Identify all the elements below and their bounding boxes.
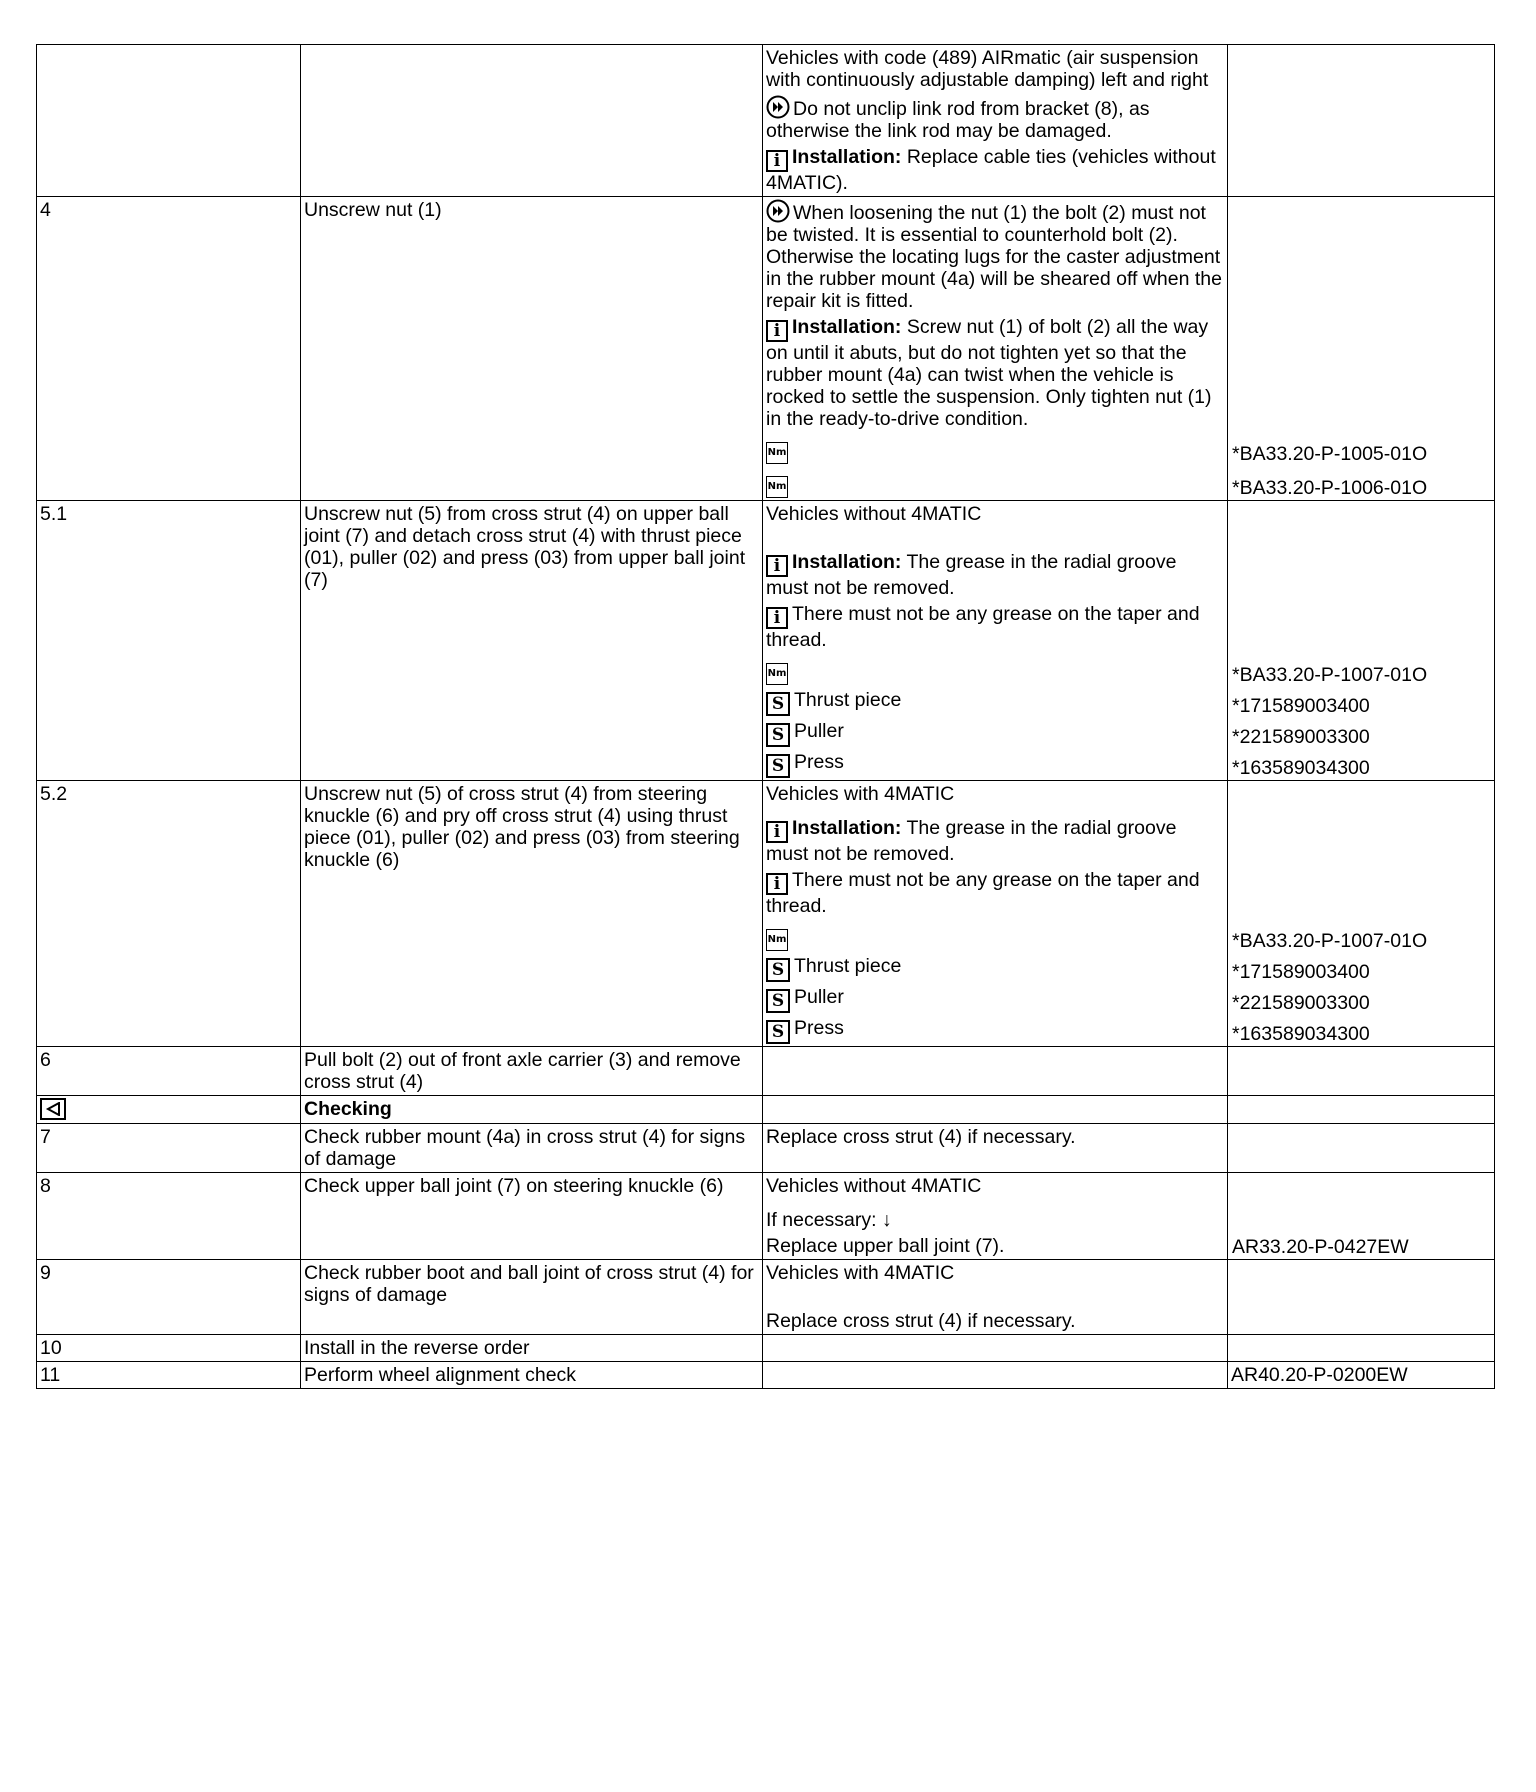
warning-icon [766,199,790,223]
info-icon: i [766,555,788,577]
reference-code[interactable]: *163589034300 [1232,756,1370,779]
reference-cell [1228,501,1495,781]
installation-label: Installation: [792,146,902,168]
info-icon: i [766,150,788,172]
info-icon: i [766,821,788,843]
note-text: There must not be any grease on the taper and thread. [766,869,1200,917]
note-text: The grease in the radial groove must not be removed. [766,817,1177,865]
notes-cell [763,501,1228,781]
note-line [766,1262,1223,1284]
special-tool-icon: S [766,1020,790,1044]
action-text: Unscrew nut (5) of cross strut (4) from steering knuckle (6) and pry off cross strut (4) using thrust piece (01), puller (02) and press (03) from steering knuckle (6) [304,783,740,871]
note-line [766,1017,1223,1044]
note-text: Vehicles with code (489) AIRmatic (air suspension with continuously adjustable damping) left and right [766,47,1209,91]
reference-cell [1228,1362,1495,1389]
step-number: 9 [40,1262,51,1284]
special-tool-icon: S [766,723,790,747]
note-line [766,603,1223,651]
note-line [766,1310,1223,1332]
reference-code[interactable]: *BA33.20-P-1007-01O [1232,929,1428,952]
step-cell [37,501,301,781]
reference-cell [1228,1124,1495,1173]
note-line [766,146,1223,194]
reference-cell [1228,1335,1495,1362]
note-text: Vehicles with 4MATIC [766,1262,955,1284]
action-text: Checking [304,1098,392,1120]
note-line [766,468,1223,498]
notes-cell [763,1173,1228,1260]
torque-nm-icon: Nm [766,476,788,498]
procedure-table [36,44,1495,1389]
reference-code[interactable]: AR40.20-P-0200EW [1231,1364,1408,1386]
reference-code[interactable]: *BA33.20-P-1007-01O [1232,663,1428,686]
installation-label: Installation: [792,551,902,573]
warning-icon [766,95,790,119]
reference-code[interactable]: *221589003300 [1232,991,1370,1014]
notes-cell [763,781,1228,1047]
notes-cell [763,1124,1228,1173]
note-line [766,199,1223,312]
step-number: 5.1 [40,503,68,525]
special-tool-icon: S [766,958,790,982]
action-cell [301,1362,763,1389]
notes-cell [763,1047,1228,1096]
table-row [37,197,1495,501]
action-cell [301,1124,763,1173]
note-line [766,503,1223,525]
reference-code[interactable]: *171589003400 [1232,694,1370,717]
action-cell [301,1047,763,1096]
special-tool-icon: S [766,692,790,716]
torque-nm-icon: Nm [766,929,788,951]
note-line [766,1175,1223,1197]
note-line [766,720,1223,747]
spacer [766,809,1223,817]
action-text: Check upper ball joint (7) on steering knuckle (6) [304,1175,724,1197]
note-text: Vehicles without 4MATIC [766,503,982,525]
note-text: Thrust piece [794,689,902,711]
reference-code[interactable]: *221589003300 [1232,725,1370,748]
installation-label: Installation: [792,817,902,839]
note-line [766,1235,1223,1257]
action-text: Install in the reverse order [304,1337,530,1359]
notes-cell [763,1362,1228,1389]
note-line [766,817,1223,865]
torque-nm-icon: Nm [766,663,788,685]
table-row [37,1047,1495,1096]
step-cell [37,1260,301,1335]
action-text: Pull bolt (2) out of front axle carrier (3) and remove cross strut (4) [304,1049,741,1093]
notes-cell [763,1260,1228,1335]
step-cell [37,1047,301,1096]
step-cell [37,1096,301,1124]
action-text: Check rubber boot and ball joint of cross strut (4) for signs of damage [304,1262,754,1306]
info-icon: i [766,320,788,342]
note-line [766,1126,1223,1148]
spacer [766,1201,1223,1209]
note-text: Press [794,751,844,773]
note-line [766,955,1223,982]
note-text: Press [794,1017,844,1039]
note-line [766,751,1223,778]
reference-code[interactable]: *BA33.20-P-1005-01O [1232,442,1428,465]
notes-cell [763,1335,1228,1362]
note-text: There must not be any grease on the taper and thread. [766,603,1200,651]
reference-cell [1228,1173,1495,1260]
note-line [766,434,1223,464]
reference-cell [1228,45,1495,197]
note-line [766,1209,1223,1231]
reference-cell [1228,781,1495,1047]
spacer [766,1288,1223,1310]
note-text: When loosening the nut (1) the bolt (2) must not be twisted. It is essential to counterhold bolt (2). Otherwise the locating lugs for the caster adjustment in the rubber mount (4a) will be sheared off when the repair kit is fitted. [766,202,1222,312]
note-line [766,986,1223,1013]
action-cell [301,501,763,781]
note-text: Thrust piece [794,955,902,977]
reference-code[interactable]: *BA33.20-P-1006-01O [1232,476,1428,499]
note-line [766,316,1223,430]
table-row [37,1096,1495,1124]
step-number: 5.2 [40,783,68,805]
note-text: Replace cross strut (4) if necessary. [766,1310,1076,1332]
action-text: Perform wheel alignment check [304,1364,577,1386]
action-cell [301,1173,763,1260]
info-icon: i [766,873,788,895]
special-tool-icon: S [766,754,790,778]
spacer [766,529,1223,551]
note-line [766,95,1223,142]
note-text: Puller [794,720,844,742]
reference-cell [1228,1096,1495,1124]
note-text: Replace cable ties (vehicles without 4MATIC). [766,146,1216,194]
notes-cell [763,197,1228,501]
action-text: Check rubber mount (4a) in cross strut (4) for signs of damage [304,1126,746,1170]
step-cell [37,1173,301,1260]
note-line [766,551,1223,599]
reference-code[interactable]: *163589034300 [1232,1022,1370,1045]
notes-cell [763,1096,1228,1124]
note-text: Vehicles with 4MATIC [766,783,955,805]
step-cell [37,1124,301,1173]
installation-label: Installation: [792,316,902,338]
reference-cell [1228,1260,1495,1335]
step-number: 10 [40,1337,62,1359]
table-row [37,45,1495,197]
note-text: Puller [794,986,844,1008]
table-row [37,781,1495,1047]
table-row [37,501,1495,781]
table-row [37,1173,1495,1260]
table-row [37,1260,1495,1335]
reference-code[interactable]: AR33.20-P-0427EW [1232,1235,1409,1258]
action-cell [301,1260,763,1335]
step-cell [37,45,301,197]
step-cell [37,781,301,1047]
note-text: Replace cross strut (4) if necessary. [766,1126,1076,1148]
action-text: Unscrew nut (5) from cross strut (4) on upper ball joint (7) and detach cross strut (4) with thrust piece (01), puller (02) and press (03) from upper ball joint (7) [304,503,746,591]
notes-cell [763,45,1228,197]
action-cell [301,197,763,501]
table-row [37,1335,1495,1362]
note-text: Replace upper ball joint (7). [766,1235,1005,1257]
reference-code[interactable]: *171589003400 [1232,960,1370,983]
note-text: Vehicles without 4MATIC [766,1175,982,1197]
step-number: 8 [40,1175,51,1197]
note-line [766,47,1223,91]
action-cell [301,1096,763,1124]
step-number: 11 [40,1364,61,1386]
action-cell [301,1335,763,1362]
note-line [766,921,1223,951]
step-cell [37,1362,301,1389]
action-cell [301,781,763,1047]
action-text: Unscrew nut (1) [304,199,442,221]
step-cell [37,1335,301,1362]
note-text: If necessary: ↓ [766,1209,892,1231]
step-number: 4 [40,199,51,221]
reference-cell [1228,1047,1495,1096]
action-cell [301,45,763,197]
torque-nm-icon: Nm [766,442,788,464]
step-number: 6 [40,1049,51,1071]
note-line [766,655,1223,685]
note-line [766,783,1223,805]
note-line [766,869,1223,917]
info-icon: i [766,607,788,629]
table-row [37,1124,1495,1173]
special-tool-icon: S [766,989,790,1013]
back-arrow-icon [40,1098,66,1120]
note-text: Do not unclip link rod from bracket (8), as otherwise the link rod may be damaged. [766,98,1150,142]
note-line [766,689,1223,716]
table-row [37,1362,1495,1389]
note-text: Screw nut (1) of bolt (2) all the way on until it abuts, but do not tighten yet so that the rubber mount (4a) can twist when the vehicle is rocked to settle the suspension. Only tighten nut (1) in the ready-to-drive condition. [766,316,1212,430]
step-number: 7 [40,1126,51,1148]
note-text: The grease in the radial groove must not be removed. [766,551,1177,599]
reference-cell [1228,197,1495,501]
step-cell [37,197,301,501]
